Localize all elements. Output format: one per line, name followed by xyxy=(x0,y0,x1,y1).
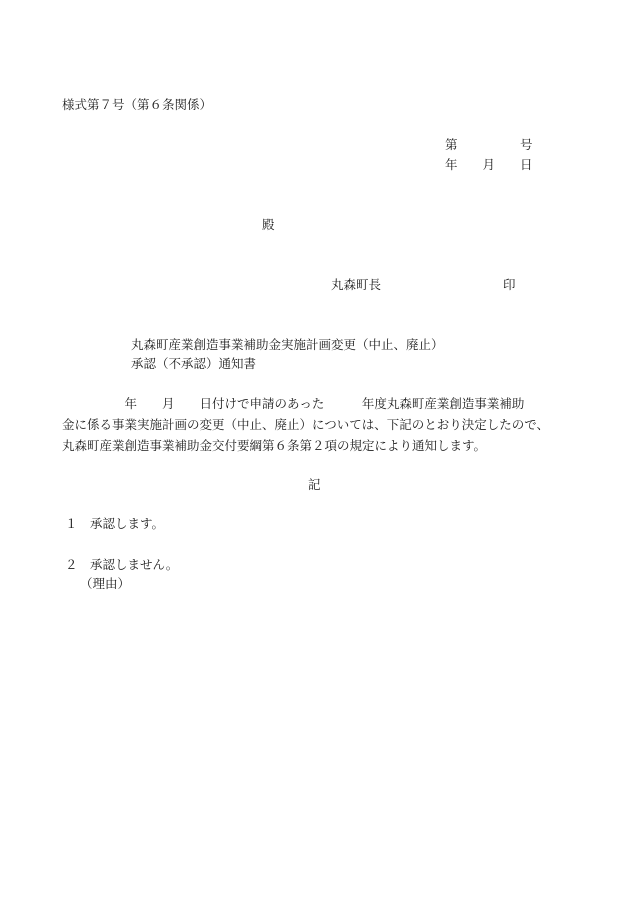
seal-mark: 印 xyxy=(503,277,516,292)
body-line: 年 月 日付けで申請のあった 年度丸森町産業創造事業補助 xyxy=(62,396,525,411)
body-line: 金に係る事業実施計画の変更（中止、廃止）については、下記のとおり決定したので、 xyxy=(62,417,550,432)
item-approve: １ 承認します。 xyxy=(65,516,165,531)
addressee-suffix: 殿 xyxy=(262,217,275,232)
issuer-title: 丸森町長 xyxy=(331,277,382,292)
document-number: 第 号 xyxy=(445,137,533,152)
issue-date: 年 月 日 xyxy=(445,157,533,172)
note-heading: 記 xyxy=(308,477,321,492)
body-line: 丸森町産業創造事業補助金交付要綱第６条第２項の規定により通知します。 xyxy=(62,438,487,453)
document-title-line-1: 丸森町産業創造事業補助金実施計画変更（中止、廃止） xyxy=(131,337,444,352)
form-label: 様式第７号（第６条関係） xyxy=(62,97,213,112)
document-title-line-2: 承認（不承認）通知書 xyxy=(131,356,257,371)
item-disapprove: ２ 承認しません。 xyxy=(65,557,179,572)
reason-label: （理由） xyxy=(80,576,131,591)
body-paragraph xyxy=(62,393,549,456)
